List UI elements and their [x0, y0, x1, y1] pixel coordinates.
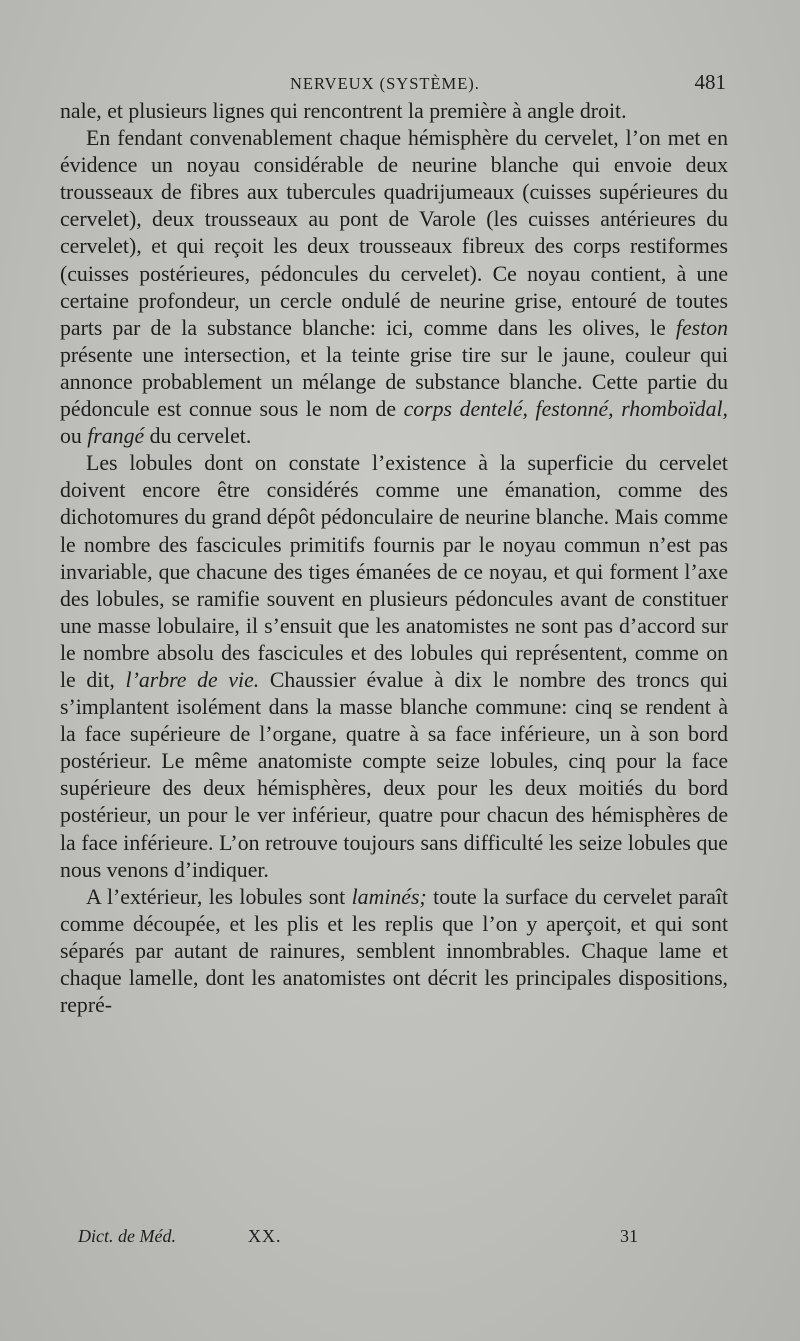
book-page: [60, 64, 728, 1246]
text-run: En fendant convenablement chaque hémisphère du cervelet, l’on met en évidence un noyau considérable de neurine blanche qui envoie deux trousseaux de fibres aux tubercules quadrijumeaux (cuisses supérieures du cervelet), deux trousseaux au pont de Varole (les cuisses antérieures du cervelet), et qui reçoit les deux trousseaux fibreux des corps restiformes (cuisses postérieures, pédoncules du cervelet). Ce noyau contient, à une certaine profondeur, un cercle ondulé de neurine grise, entouré de toutes parts par de la substance blanche: ici, comme dans les olives, le: [60, 126, 728, 340]
text-run: Chaussier évalue à dix le nombre des troncs qui s’implantent isolément dans la masse blanche commune: cinq se rendent à la face supérieure de l’organe, quatre à sa face inférieure, un à son bord postérieur. Le même anatomiste compte seize lobules, cinq pour la face supérieure des deux hémisphères, deux pour les deux moitiés du bord postérieur, un pour le ver inférieur, quatre pour chacun des hémisphères de la face inférieure. L’on retrouve toujours sans difficulté les seize lobules que nous venons d’indiquer.: [60, 667, 728, 882]
text-run: ou: [60, 424, 88, 449]
text-run: toute la surface du cervelet paraît comme découpée, et les plis et les replis que l’on y aperçoit, et qui sont séparés par autant de rainures, semblent innombrables. Chaque lame et chaque lamelle, dont les anatomistes ont décrit les principales dispositions, repré-: [60, 884, 728, 1018]
footer-volume: XX.: [248, 1226, 282, 1246]
footer-sheet-number: 31: [620, 1226, 638, 1246]
italic-term: feston: [675, 315, 728, 340]
text-run: A l’extérieur, les lobules sont: [86, 884, 352, 909]
text-run: nale, et plusieurs lignes qui rencontrent la première à angle droit.: [60, 99, 627, 123]
body-text: [60, 98, 728, 1019]
paragraph-p1: [60, 98, 728, 125]
paragraph-p2: [60, 125, 728, 450]
italic-term: frangé: [87, 424, 145, 449]
page-header: [60, 64, 728, 98]
italic-term: laminés;: [351, 884, 427, 909]
text-run: Les lobules dont on constate l’existence à la superficie du cervelet doivent encore être considérés comme une émanation, comme des dichotomures du grand dépôt pédonculaire de neurine blanche. Mais comme le nombre des fascicules primitifs fournis par le noyau commun n’est pas invariable, que chacune des tiges émanées de ce noyau, et qui forment l’axe des lobules, se ramifie souvent en plusieurs pédoncules avant de constituer une masse lobulaire, il s’ensuit que les anatomistes ne sont pas d’accord sur le nombre absolu des fascicules et des lobules qui représentent, comme on le dit,: [60, 451, 728, 692]
running-title: NERVEUX (SYSTÈME).: [290, 74, 480, 93]
text-run: présente une intersection, et la teinte grise tire sur le jaune, couleur qui annonce probablement un mélange de substance blanche. Cette partie du pédoncule est connue sous le nom de: [60, 342, 728, 422]
paragraph-p4: [60, 884, 728, 1019]
paragraph-p3: [60, 450, 728, 884]
footer-signature: Dict. de Méd.: [78, 1226, 176, 1246]
italic-term: corps dentelé, festonné, rhomboïdal,: [403, 397, 728, 422]
italic-term: l’arbre de vie.: [125, 667, 260, 692]
text-run: du cervelet.: [144, 424, 252, 449]
page-number: 481: [694, 70, 726, 94]
